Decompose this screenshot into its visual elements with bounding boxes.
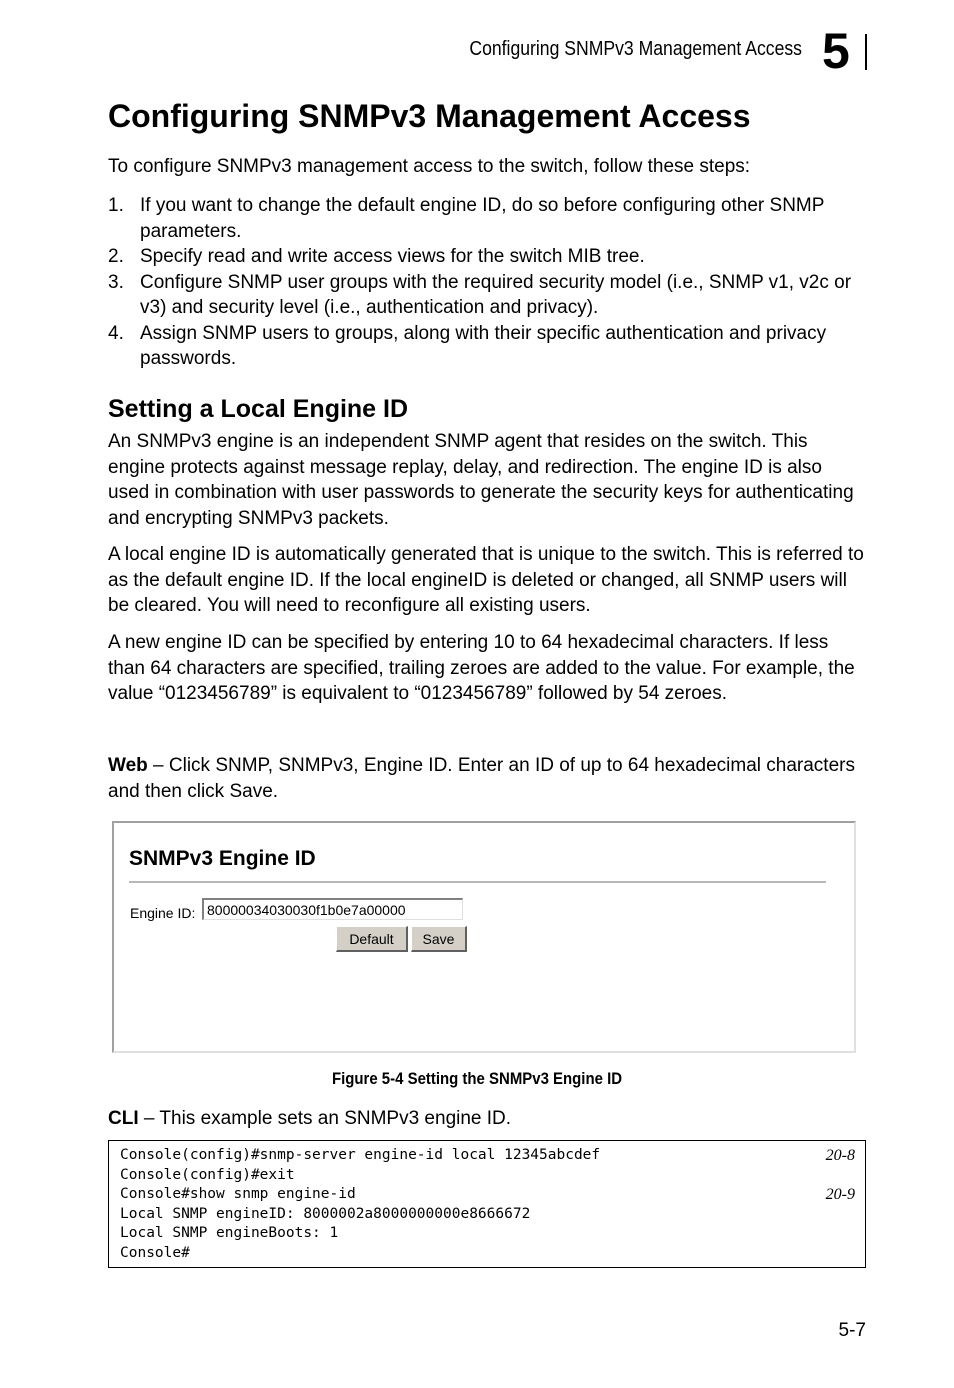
code-command: Local SNMP engineBoots: 1 bbox=[120, 1225, 339, 1241]
web-text: – Click SNMP, SNMPv3, Engine ID. Enter an ID of up to 64 hexadecimal characters and then click Save. bbox=[108, 755, 855, 802]
section-title: Configuring SNMPv3 Management Access bbox=[108, 98, 751, 134]
code-command: Console#show snmp engine-id bbox=[120, 1186, 356, 1202]
code-line bbox=[120, 1185, 855, 1205]
web-instructions bbox=[108, 753, 868, 804]
engine-id-input[interactable] bbox=[202, 898, 463, 920]
running-header-title: Configuring SNMPv3 Management Access bbox=[469, 38, 802, 60]
steps-list bbox=[108, 193, 868, 372]
engine-id-label: Engine ID: bbox=[130, 905, 196, 921]
save-button[interactable]: Save bbox=[411, 926, 467, 952]
panel-title: SNMPv3 Engine ID bbox=[129, 847, 316, 870]
step-number: 2. bbox=[108, 246, 124, 267]
engine-id-screenshot bbox=[112, 821, 856, 1053]
code-line bbox=[120, 1166, 855, 1186]
default-button[interactable]: Default bbox=[336, 926, 408, 952]
code-line bbox=[120, 1146, 855, 1166]
chapter-number: 5 bbox=[822, 23, 850, 79]
web-label: Web bbox=[108, 755, 148, 776]
list-item bbox=[108, 321, 868, 372]
cli-label: CLI bbox=[108, 1108, 139, 1129]
engine-paragraph-3: A new engine ID can be specified by entering 10 to 64 hexadecimal characters. If less than 64 characters are specified, trailing zeroes are added to the value. For example, the value “0123456789” is equivalent to “0123456789” followed by 54 zeroes. bbox=[108, 632, 855, 704]
intro-paragraph: To configure SNMPv3 management access to the switch, follow these steps: bbox=[108, 156, 751, 177]
code-command: Local SNMP engineID: 8000002a8000000000e8666672 bbox=[120, 1205, 531, 1222]
step-number: 3. bbox=[108, 271, 124, 293]
step-number: 4. bbox=[108, 322, 124, 344]
engine-paragraph-1: An SNMPv3 engine is an independent SNMP agent that resides on the switch. This engine protects against message replay, delay, and redirection. The engine ID is also used in combination with user passwords to generate the security keys for authenticating and encrypting SNMPv3 packets. bbox=[108, 431, 854, 529]
cli-text: – This example sets an SNMPv3 engine ID. bbox=[138, 1108, 512, 1129]
step-text: If you want to change the default engine ID, do so before configuring other SNMP parameters. bbox=[140, 195, 825, 242]
list-item bbox=[108, 270, 868, 321]
figure-caption: Figure 5-4 Setting the SNMPv3 Engine ID bbox=[331, 1069, 623, 1088]
step-text: Configure SNMP user groups with the required security model (i.e., SNMP v1, v2c or v3) and security level (i.e., authentication and privacy). bbox=[140, 271, 852, 318]
code-reference: 20-9 bbox=[825, 1186, 855, 1203]
code-command: Console(config)#exit bbox=[120, 1166, 295, 1183]
code-line bbox=[120, 1205, 855, 1225]
code-reference: 20-8 bbox=[825, 1147, 855, 1164]
code-command: Console(config)#snmp-server engine-id local 12345abcdef bbox=[120, 1147, 601, 1163]
list-item bbox=[108, 193, 868, 244]
subsection-title: Setting a Local Engine ID bbox=[108, 395, 409, 423]
page-number: 5-7 bbox=[838, 1320, 866, 1341]
step-number: 1. bbox=[108, 195, 124, 216]
step-text: Specify read and write access views for the switch MIB tree. bbox=[140, 246, 645, 267]
code-line bbox=[120, 1244, 855, 1264]
chapter-divider bbox=[865, 34, 867, 70]
step-text: Assign SNMP users to groups, along with their specific authentication and privacy passwords. bbox=[140, 322, 827, 369]
cli-code-block bbox=[108, 1140, 866, 1268]
code-command: Console# bbox=[120, 1244, 190, 1261]
panel-divider bbox=[129, 881, 826, 883]
code-line bbox=[120, 1224, 855, 1244]
engine-paragraph-2: A local engine ID is automatically generated that is unique to the switch. This is referred to as the default engine ID. If the local engineID is deleted or changed, all SNMP users will be cleared. You will need to reconfigure all existing users. bbox=[108, 544, 864, 616]
cli-instructions bbox=[108, 1106, 868, 1132]
list-item bbox=[108, 244, 868, 270]
